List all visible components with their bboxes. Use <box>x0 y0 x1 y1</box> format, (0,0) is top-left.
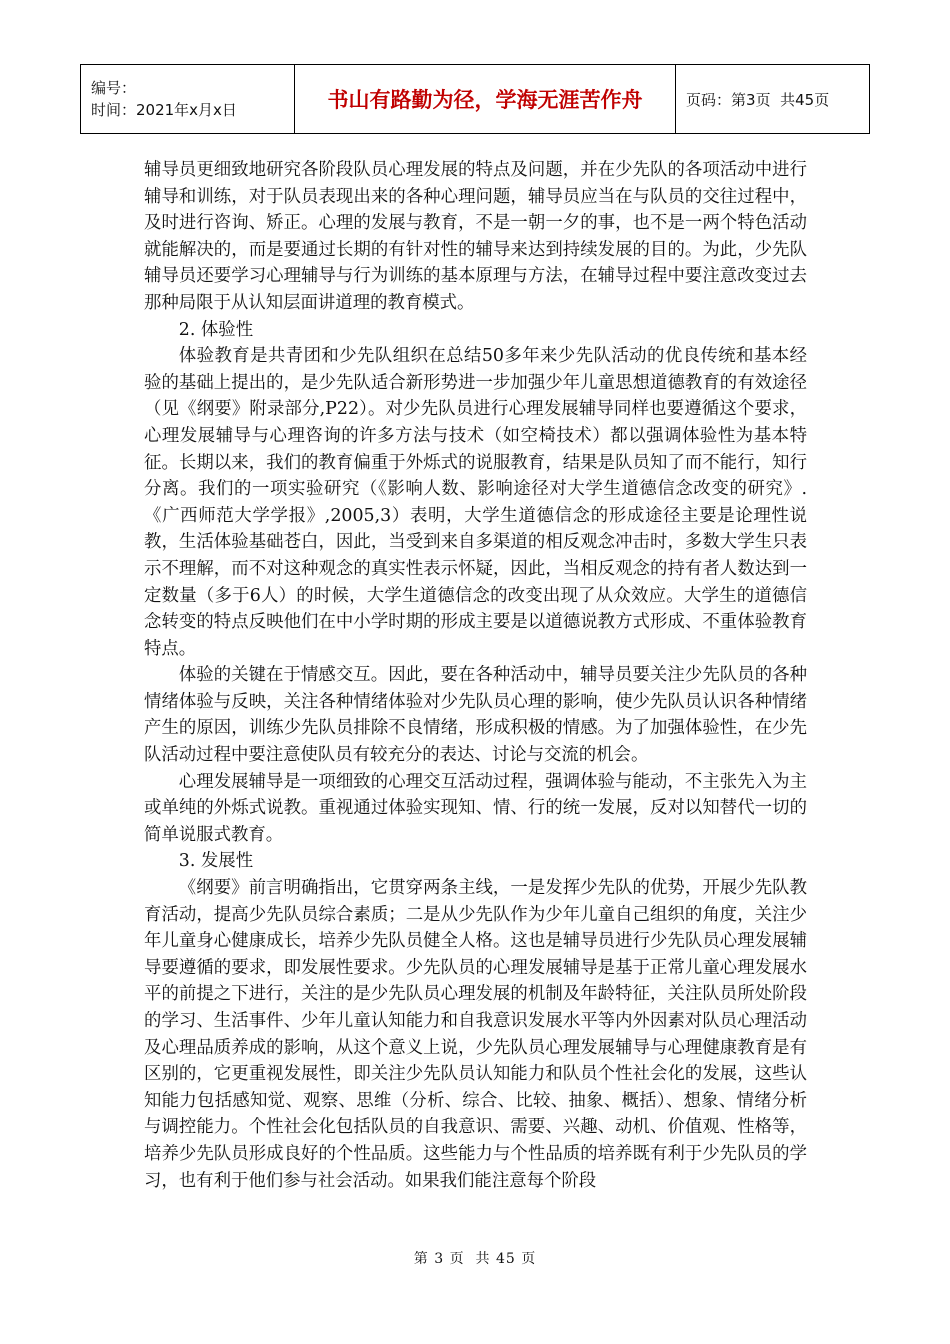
footer-mid: 页 共 <box>449 1251 491 1267</box>
page-header <box>80 64 870 134</box>
footer-current-page: 3 <box>434 1251 445 1267</box>
footer-prefix: 第 <box>413 1251 429 1267</box>
paragraph-developmental: 《纲要》前言明确指出，它贯穿两条主线，一是发挥少先队的优势，开展少先队教育活动，提高少先队员综合素质；二是从少先队作为少年儿童自己组织的角度，关注少年儿童身心健康成长，培养少先队员健全人格。这也是辅导员进行少先队员心理发展辅导要遵循的要求，即发展性要求。少先队员的心理发展辅导是基于正常儿童心理发展水平的前提之下进行，关注的是少先队员心理发展的机制及年龄特征，关注队员所处阶段的学习、生活事件、少年儿童认知能力和自我意识发展水平等内外因素对队员心理活动及心理品质养成的影响，从这个意义上说，少先队员心理发展辅导与心理健康教育是有区别的，它更重视发展性，即关注少先队员认知能力和队员个性社会化的发展，这些认知能力包括感知觉、观察、思维（分析、综合、比较、抽象、概括）、想象、情绪分析与调控能力。个性社会化包括队员的自我意识、需要、兴趣、动机、价值观、性格等，培养少先队员形成良好的个性品质。这些能力与个性品质的培养既有利于少先队员的学习，也有利于他们参与社会活动。如果我们能注意每个阶段 <box>144 878 807 1191</box>
section-heading-experiential: 2. 体验性 <box>178 319 254 340</box>
header-page-total: 45 <box>795 90 815 109</box>
paragraph-psychological-guidance: 心理发展辅导是一项细致的心理交互活动过程，强调体验与能动，不主张先入为主或单纯的外烁式说教。重视通过体验实现知、情、行的统一发展，反对以知替代一切的简单说服式教育。 <box>144 771 807 845</box>
header-meta-cell <box>81 65 295 134</box>
header-page-current: 3 <box>746 90 756 109</box>
document-body <box>144 157 807 1194</box>
header-slogan: 书山有路勤为径，学海无涯苦作舟 <box>295 65 676 134</box>
header-page-indicator <box>676 65 870 134</box>
paragraph-experience-education: 体验教育是共青团和少先队组织在总结50多年来少先队活动的优良传统和基本经验的基础上提出的，是少先队适合新形势进一步加强少年儿童思想道德教育的有效途径（见《纲要》附录部分,P22）。对少先队员进行心理发展辅导同样也要遵循这个要求，心理发展辅导与心理咨询的许多方法与技术（如空椅技术）都以强调体验性为基本特征。长期以来，我们的教育偏重于外烁式的说服教育，结果是队员知了而不能行，知行分离。我们的一项实验研究（《影响人数、影响途径对大学生道德信念改变的研究》.《广西师范大学学报》,2005,3）表明，大学生道德信念的形成途径主要是论理性说教，生活体验基础苍白，因此，当受到来自多渠道的相反观念冲击时，多数大学生只表示不理解，而不对这种观念的真实性表示怀疑，因此，当相反观念的持有者人数达到一定数量（多于6人）的时候，大学生道德信念的改变出现了从众效应。大学生的道德信念转变的特点反映他们在中小学时期的形成主要是以道德说教方式形成、不重体验教育特点。 <box>144 346 807 659</box>
paragraph-emotional-interaction: 体验的关键在于情感交互。因此，要在各种活动中，辅导员要关注少先队员的各种情绪体验与反映，关注各种情绪体验对少先队员心理的影响，使少先队员认识各种情绪产生的原因，训练少先队员排除不良情绪，形成积极的情感。为了加强体验性，在少先队活动过程中要注意使队员有较充分的表达、讨论与交流的机会。 <box>144 665 807 766</box>
page-footer <box>0 1248 950 1268</box>
section-heading-developmental: 3. 发展性 <box>178 851 254 872</box>
document-number-label: 编号： <box>91 79 137 97</box>
header-page-mid: 页 共 <box>755 90 796 109</box>
header-page-label: 页码：第 <box>686 90 747 109</box>
header-page-end: 页 <box>814 90 830 109</box>
footer-suffix: 页 <box>521 1251 537 1267</box>
document-date-label: 时间：2021年x月x日 <box>91 101 237 119</box>
footer-total-pages: 45 <box>495 1251 516 1267</box>
paragraph-continued: 辅导员更细致地研究各阶段队员心理发展的特点及问题，并在少先队的各项活动中进行辅导和训练，对于队员表现出来的各种心理问题，辅导员应当在与队员的交往过程中，及时进行咨询、矫正。心理的发展与教育，不是一朝一夕的事，也不是一两个特色活动就能解决的，而是要通过长期的有针对性的辅导来达到持续发展的目的。为此，少先队辅导员还要学习心理辅导与行为训练的基本原理与方法，在辅导过程中要注意改变过去那种局限于从认知层面讲道理的教育模式。 <box>144 160 807 313</box>
